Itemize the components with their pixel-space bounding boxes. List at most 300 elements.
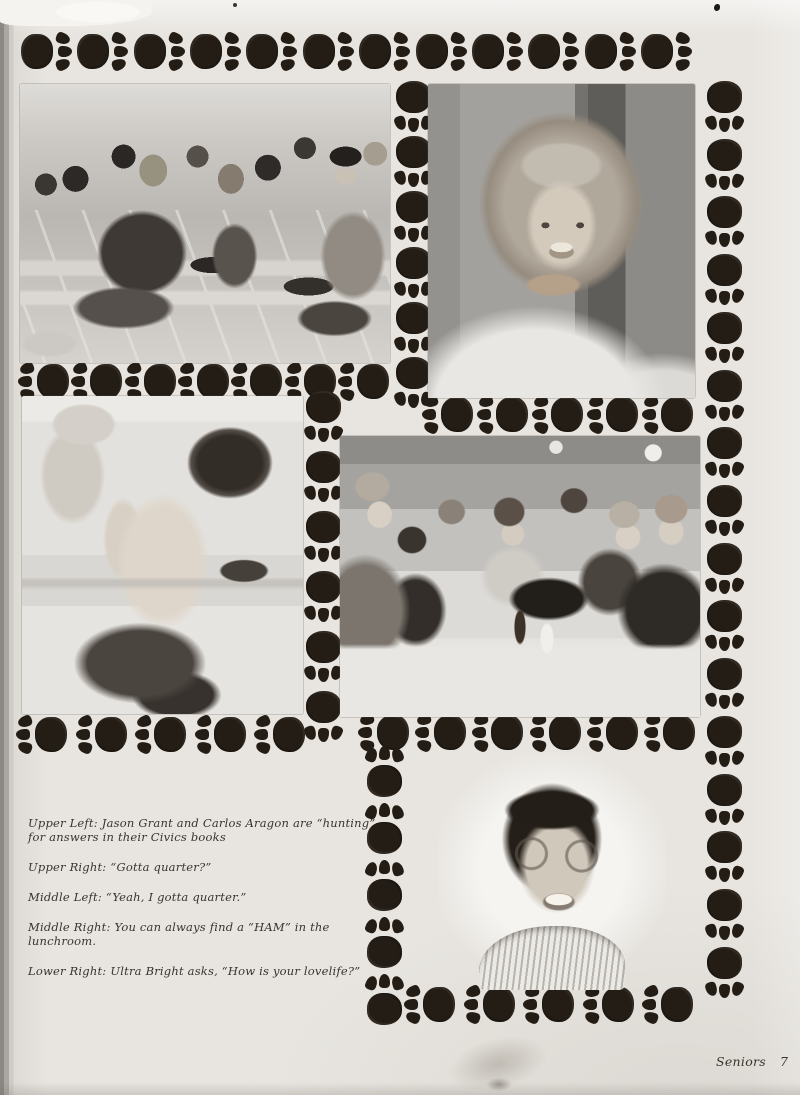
caption-block [28, 816, 376, 994]
paw-toe [704, 172, 719, 189]
paw-print-icon [358, 31, 408, 73]
paw-toe [303, 665, 318, 682]
paw-pad [707, 600, 742, 632]
paw-toe [530, 727, 544, 738]
caption-label: Middle Right: [28, 920, 111, 935]
paw-pad [303, 34, 335, 69]
paw-pad [214, 717, 246, 752]
paw-toe [730, 749, 745, 766]
paw-print-icon [703, 830, 745, 880]
paw-pad [549, 715, 581, 750]
paw-toe [719, 637, 730, 651]
paw-toe [704, 115, 719, 132]
paw-pad [707, 716, 742, 748]
paw-toe [730, 980, 745, 997]
paw-print-icon [527, 31, 577, 73]
scan-light-patch [56, 2, 140, 22]
paw-print-icon [364, 748, 406, 798]
paw-pad [585, 34, 617, 69]
paw-toe [509, 46, 523, 57]
paw-pad [306, 571, 341, 603]
paw-toe [393, 390, 408, 407]
paw-print-icon [534, 394, 584, 436]
paw-toe [255, 714, 272, 729]
paw-print-icon [415, 31, 465, 73]
paw-pad [77, 34, 109, 69]
paw-print-icon [703, 80, 745, 130]
paw-print-icon [302, 450, 344, 500]
paw-pad [306, 511, 341, 543]
scan-gutter-shadow [0, 0, 14, 1095]
paw-toe [318, 608, 329, 622]
page-footer [716, 1054, 788, 1069]
paw-toe [303, 545, 318, 562]
paw-toe [318, 728, 329, 742]
paw-toe [644, 727, 658, 738]
paw-toe [583, 999, 597, 1010]
paw-toe [562, 57, 579, 72]
paw-pad [134, 34, 166, 69]
paw-toe [730, 692, 745, 709]
paw-toe [704, 923, 719, 940]
paw-toe [730, 519, 745, 536]
paw-toe [730, 807, 745, 824]
paw-toe [523, 999, 537, 1010]
paw-toe [704, 461, 719, 478]
paw-toe [408, 284, 419, 298]
paw-pad [273, 717, 305, 752]
paw-toe [227, 46, 241, 57]
paw-pad [250, 364, 282, 399]
paw-pad [95, 717, 127, 752]
paw-toe [587, 738, 604, 753]
paw-toe [390, 861, 405, 878]
paw-toe [719, 580, 730, 594]
caption-label: Middle Left: [28, 890, 102, 905]
paw-toe [405, 984, 422, 999]
caption-upper-right [28, 860, 376, 874]
paw-toe [704, 980, 719, 997]
paw-print-icon [302, 630, 344, 680]
paw-print-icon [703, 599, 745, 649]
paw-toe [136, 714, 153, 729]
paw-toe [730, 115, 745, 132]
pawprint-row-under-bending [18, 714, 306, 756]
paw-toe [255, 740, 272, 755]
paw-toe [396, 46, 410, 57]
paw-toe [524, 1010, 541, 1025]
paw-toe [338, 376, 352, 387]
paw-print-icon [471, 31, 521, 73]
paw-toe [71, 376, 85, 387]
paw-print-icon [703, 311, 745, 361]
paw-toe [390, 918, 405, 935]
caption-text: “Gotta quarter?” [110, 860, 212, 875]
paw-pad [246, 34, 278, 69]
paw-print-icon [644, 394, 694, 436]
paw-pad [396, 247, 431, 279]
caption-text: You can always find a “HAM” in the lunchroom. [28, 920, 330, 949]
paw-toe [379, 860, 390, 874]
paw-print-icon [20, 31, 70, 73]
paw-toe [17, 740, 34, 755]
paw-print-icon [703, 888, 745, 938]
paw-toe [473, 738, 490, 753]
paw-toe [415, 727, 429, 738]
paw-toe [111, 31, 128, 46]
paw-toe [224, 31, 241, 46]
photo-lower-right-cutout [438, 752, 666, 994]
paw-toe [329, 725, 344, 742]
paw-pad [441, 397, 473, 432]
paw-pad [144, 364, 176, 399]
paw-toe [19, 361, 36, 376]
paw-toe [704, 403, 719, 420]
ink-speck [714, 4, 720, 11]
paw-pad [707, 543, 742, 575]
paw-toe [318, 548, 329, 562]
paw-toe [254, 729, 268, 740]
paw-toe [449, 57, 466, 72]
paw-toe [587, 409, 601, 420]
paw-pad [551, 397, 583, 432]
paw-toe [167, 31, 184, 46]
paw-print-icon [479, 394, 529, 436]
paw-toe [195, 729, 209, 740]
paw-toe [125, 361, 142, 376]
paw-toe [449, 31, 466, 46]
paw-toe [642, 409, 656, 420]
paw-toe [224, 57, 241, 72]
paw-toe [477, 409, 491, 420]
paw-print-icon [703, 715, 745, 765]
paw-toe [135, 729, 149, 740]
paw-toe [303, 425, 318, 442]
paw-toe [379, 746, 390, 760]
paw-toe [390, 975, 405, 992]
paw-print-icon [703, 369, 745, 419]
paw-pad [359, 34, 391, 69]
paw-toe [719, 176, 730, 190]
paw-print-icon [474, 712, 524, 754]
paw-toe [505, 57, 522, 72]
paw-toe [280, 31, 297, 46]
paw-toe [622, 46, 636, 57]
paw-toe [674, 57, 691, 72]
paw-pad [707, 774, 742, 806]
pawprint-border-top [20, 31, 690, 73]
photo-upper-right-portrait [428, 84, 695, 398]
paw-pad [707, 196, 742, 228]
paw-toe [55, 57, 72, 72]
paw-toe [358, 727, 372, 738]
paw-toe [136, 740, 153, 755]
caption-text: “Yeah, I gotta quarter.” [105, 890, 247, 905]
paw-toe [339, 361, 356, 376]
paw-toe [719, 522, 730, 536]
paw-print-icon [78, 714, 128, 756]
paw-toe [472, 727, 486, 738]
paw-toe [408, 394, 419, 408]
photo-middle-left-bending [22, 396, 303, 714]
paw-toe [408, 173, 419, 187]
paw-pad [661, 397, 693, 432]
scan-stain [487, 1078, 511, 1091]
paw-toe [704, 692, 719, 709]
paw-toe [704, 634, 719, 651]
paw-toe [55, 31, 72, 46]
paw-print-icon [424, 394, 474, 436]
paw-toe [719, 868, 730, 882]
paw-toe [283, 46, 297, 57]
paw-toe [125, 376, 139, 387]
footer-page-number: 7 [780, 1054, 789, 1069]
pawprint-frame-top [360, 712, 696, 754]
paw-toe [408, 118, 419, 132]
paw-toe [453, 46, 467, 57]
paw-pad [367, 765, 402, 797]
paw-pad [707, 370, 742, 402]
paw-pad [306, 391, 341, 423]
paw-toe [76, 740, 93, 755]
paw-toe [674, 31, 691, 46]
paw-toe [167, 57, 184, 72]
paw-pad [90, 364, 122, 399]
paw-toe [195, 714, 212, 729]
paw-toe [478, 420, 495, 435]
paw-toe [76, 729, 90, 740]
paw-toe [719, 811, 730, 825]
paw-pad [21, 34, 53, 69]
paw-toe [532, 409, 546, 420]
paw-toe [76, 714, 93, 729]
paw-toe [565, 46, 579, 57]
paw-toe [405, 1010, 422, 1025]
paw-pad [396, 191, 431, 223]
paw-toe [618, 31, 635, 46]
paw-print-icon [302, 390, 344, 440]
paw-print-icon [133, 31, 183, 73]
paw-pad [707, 139, 742, 171]
paw-toe [704, 288, 719, 305]
paw-toe [730, 345, 745, 362]
paw-toe [719, 695, 730, 709]
paw-toe [530, 738, 547, 753]
paw-toe [111, 57, 128, 72]
paw-print-icon [302, 570, 344, 620]
paw-toe [393, 57, 410, 72]
paw-toe [232, 361, 249, 376]
paw-toe [719, 984, 730, 998]
paw-print-icon [245, 31, 295, 73]
paw-pad [416, 34, 448, 69]
paw-pad [707, 81, 742, 113]
caption-upper-left [28, 816, 376, 844]
paw-toe [379, 803, 390, 817]
paw-print-icon [703, 195, 745, 245]
paw-print-icon [256, 714, 306, 756]
paw-toe [719, 407, 730, 421]
footer-section-label: Seniors [716, 1054, 767, 1069]
paw-toe [408, 228, 419, 242]
paw-toe [393, 170, 408, 187]
paw-toe [618, 57, 635, 72]
paw-pad [528, 34, 560, 69]
paw-print-icon [137, 714, 187, 756]
paw-pad [190, 34, 222, 69]
paw-toe [587, 727, 601, 738]
paw-toe [704, 345, 719, 362]
paw-toe [318, 488, 329, 502]
paw-toe [423, 420, 440, 435]
paw-toe [379, 974, 390, 988]
paw-pad [396, 136, 431, 168]
paw-pad [707, 947, 742, 979]
paw-toe [303, 485, 318, 502]
paw-toe [303, 605, 318, 622]
paw-print-icon [76, 31, 126, 73]
paw-toe [393, 280, 408, 297]
caption-text: Jason Grant and Carlos Aragon are “hunting” for answers in their Civics books [28, 816, 376, 845]
paw-print-icon [584, 31, 634, 73]
paw-pad [491, 715, 523, 750]
paw-toe [730, 923, 745, 940]
paw-toe [416, 738, 433, 753]
paw-pad [434, 715, 466, 750]
paw-toe [72, 361, 89, 376]
paw-toe [231, 376, 245, 387]
caption-label: Lower Right: [28, 964, 107, 979]
paw-toe [393, 31, 410, 46]
paw-toe [533, 420, 550, 435]
paw-pad [396, 81, 431, 113]
paw-print-icon [532, 712, 582, 754]
paw-print-icon [703, 138, 745, 188]
paw-print-icon [640, 31, 690, 73]
caption-label: Upper Right: [28, 860, 107, 875]
paw-toe [730, 403, 745, 420]
paw-toe [379, 917, 390, 931]
paw-print-icon [589, 394, 639, 436]
paw-pad [367, 993, 402, 1025]
paw-toe [422, 409, 436, 420]
paw-print-icon [197, 714, 247, 756]
paw-toe [719, 233, 730, 247]
paw-toe [318, 668, 329, 682]
paw-toe [17, 714, 34, 729]
paw-print-icon [703, 253, 745, 303]
paw-pad [472, 34, 504, 69]
paw-print-icon [589, 712, 639, 754]
paw-toe [408, 339, 419, 353]
paw-toe [340, 46, 354, 57]
paw-print-icon [189, 31, 239, 73]
paw-toe [643, 1010, 660, 1025]
paw-print-icon [703, 542, 745, 592]
caption-middle-left [28, 890, 376, 904]
paw-toe [390, 747, 405, 764]
paw-print-icon [703, 426, 745, 476]
paw-pad [396, 357, 431, 389]
paw-print-icon [703, 657, 745, 707]
paw-toe [704, 230, 719, 247]
ink-speck [233, 3, 237, 7]
paw-toe [678, 46, 692, 57]
paw-pad [396, 302, 431, 334]
paw-toe [588, 420, 605, 435]
paw-toe [114, 46, 128, 57]
paw-toe [730, 230, 745, 247]
paw-toe [644, 738, 661, 753]
paw-toe [719, 349, 730, 363]
paw-print-icon [646, 712, 696, 754]
paw-print-icon [417, 712, 467, 754]
paw-toe [704, 865, 719, 882]
paw-toe [704, 576, 719, 593]
paw-pad [663, 715, 695, 750]
paw-toe [719, 291, 730, 305]
paw-print-icon [302, 510, 344, 560]
paw-toe [719, 753, 730, 767]
paw-toe [280, 57, 297, 72]
caption-label: Upper Left: [28, 816, 98, 830]
paw-toe [58, 46, 72, 57]
paw-toe [390, 804, 405, 821]
paw-toe [642, 999, 656, 1010]
paw-toe [730, 576, 745, 593]
paw-toe [464, 999, 478, 1010]
pawprint-border-right [699, 84, 749, 992]
paw-toe [171, 46, 185, 57]
paw-pad [37, 364, 69, 399]
paw-toe [336, 57, 353, 72]
caption-middle-right [28, 920, 376, 948]
paw-pad [306, 451, 341, 483]
paw-toe [393, 225, 408, 242]
paw-print-icon [703, 484, 745, 534]
paw-print-icon [302, 690, 344, 740]
paw-print-icon [703, 946, 745, 996]
paw-print-icon [302, 31, 352, 73]
paw-pad [377, 715, 409, 750]
paw-toe [730, 288, 745, 305]
paw-toe [719, 464, 730, 478]
paw-toe [393, 115, 408, 132]
paw-toe [704, 749, 719, 766]
paw-pad [707, 658, 742, 690]
caption-text: Ultra Bright asks, “How is your lovelife?” [110, 964, 361, 979]
paw-toe [505, 31, 522, 46]
paw-toe [179, 361, 196, 376]
photo-middle-right-lunchroom [340, 436, 700, 717]
paw-pad [35, 717, 67, 752]
paw-pad [606, 397, 638, 432]
paw-toe [393, 335, 408, 352]
paw-pad [707, 831, 742, 863]
paw-toe [719, 118, 730, 132]
paw-toe [195, 740, 212, 755]
paw-toe [336, 31, 353, 46]
pawprint-row-under-portrait [424, 394, 694, 436]
photo-upper-left-classroom [20, 84, 390, 363]
paw-toe [318, 428, 329, 442]
paw-toe [704, 519, 719, 536]
paw-toe [730, 172, 745, 189]
paw-toe [364, 747, 379, 764]
paw-pad [306, 631, 341, 663]
paw-toe [730, 461, 745, 478]
caption-lower-right [28, 964, 376, 978]
